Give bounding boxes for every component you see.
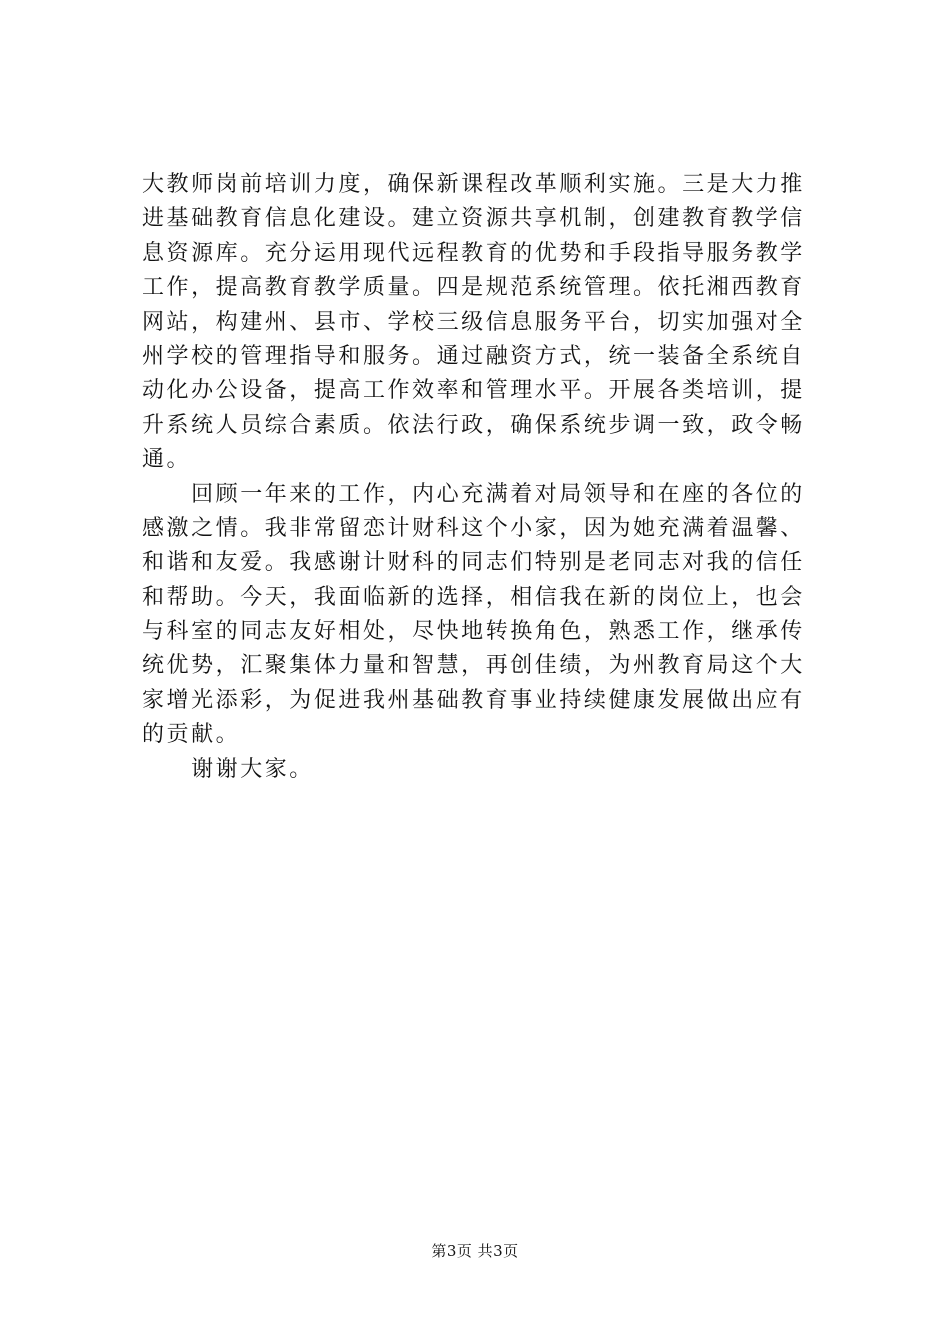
text-line: 升系统人员综合素质。依法行政，确保系统步调一致，政令畅 bbox=[142, 412, 805, 438]
text-line: 与科室的同志友好相处，尽快地转换角色，熟悉工作，继承传 bbox=[142, 619, 805, 645]
text-line: 的贡献。 bbox=[142, 722, 241, 748]
text-line: 感激之情。我非常留恋计财科这个小家，因为她充满着温馨、 bbox=[142, 515, 805, 541]
text-line: 和帮助。今天，我面临新的选择，相信我在新的岗位上，也会 bbox=[142, 584, 805, 610]
text-line: 谢谢大家。 bbox=[142, 756, 314, 782]
text-line: 息资源库。充分运用现代远程教育的优势和手段指导服务教学 bbox=[142, 240, 805, 266]
body-text bbox=[142, 168, 842, 787]
page-number-label: 第3页 共3页 bbox=[431, 1242, 519, 1260]
text-line: 家增光添彩，为促进我州基础教育事业持续健康发展做出应有 bbox=[142, 687, 805, 713]
text-line: 回顾一年来的工作，内心充满着对局领导和在座的各位的 bbox=[142, 481, 805, 507]
text-line: 通。 bbox=[142, 447, 192, 473]
text-line: 动化办公设备，提高工作效率和管理水平。开展各类培训，提 bbox=[142, 378, 805, 404]
page-footer bbox=[0, 1240, 950, 1261]
text-line: 工作，提高教育教学质量。四是规范系统管理。依托湘西教育 bbox=[142, 275, 805, 301]
text-line: 州学校的管理指导和服务。通过融资方式，统一装备全系统自 bbox=[142, 343, 805, 369]
text-line: 进基础教育信息化建设。建立资源共享机制，创建教育教学信 bbox=[142, 206, 805, 232]
text-line: 统优势，汇聚集体力量和智慧，再创佳绩，为州教育局这个大 bbox=[142, 653, 805, 679]
text-line: 网站，构建州、县市、学校三级信息服务平台，切实加强对全 bbox=[142, 309, 805, 335]
text-line: 大教师岗前培训力度，确保新课程改革顺利实施。三是大力推 bbox=[142, 172, 805, 197]
text-line: 和谐和友爱。我感谢计财科的同志们特别是老同志对我的信任 bbox=[142, 550, 805, 576]
